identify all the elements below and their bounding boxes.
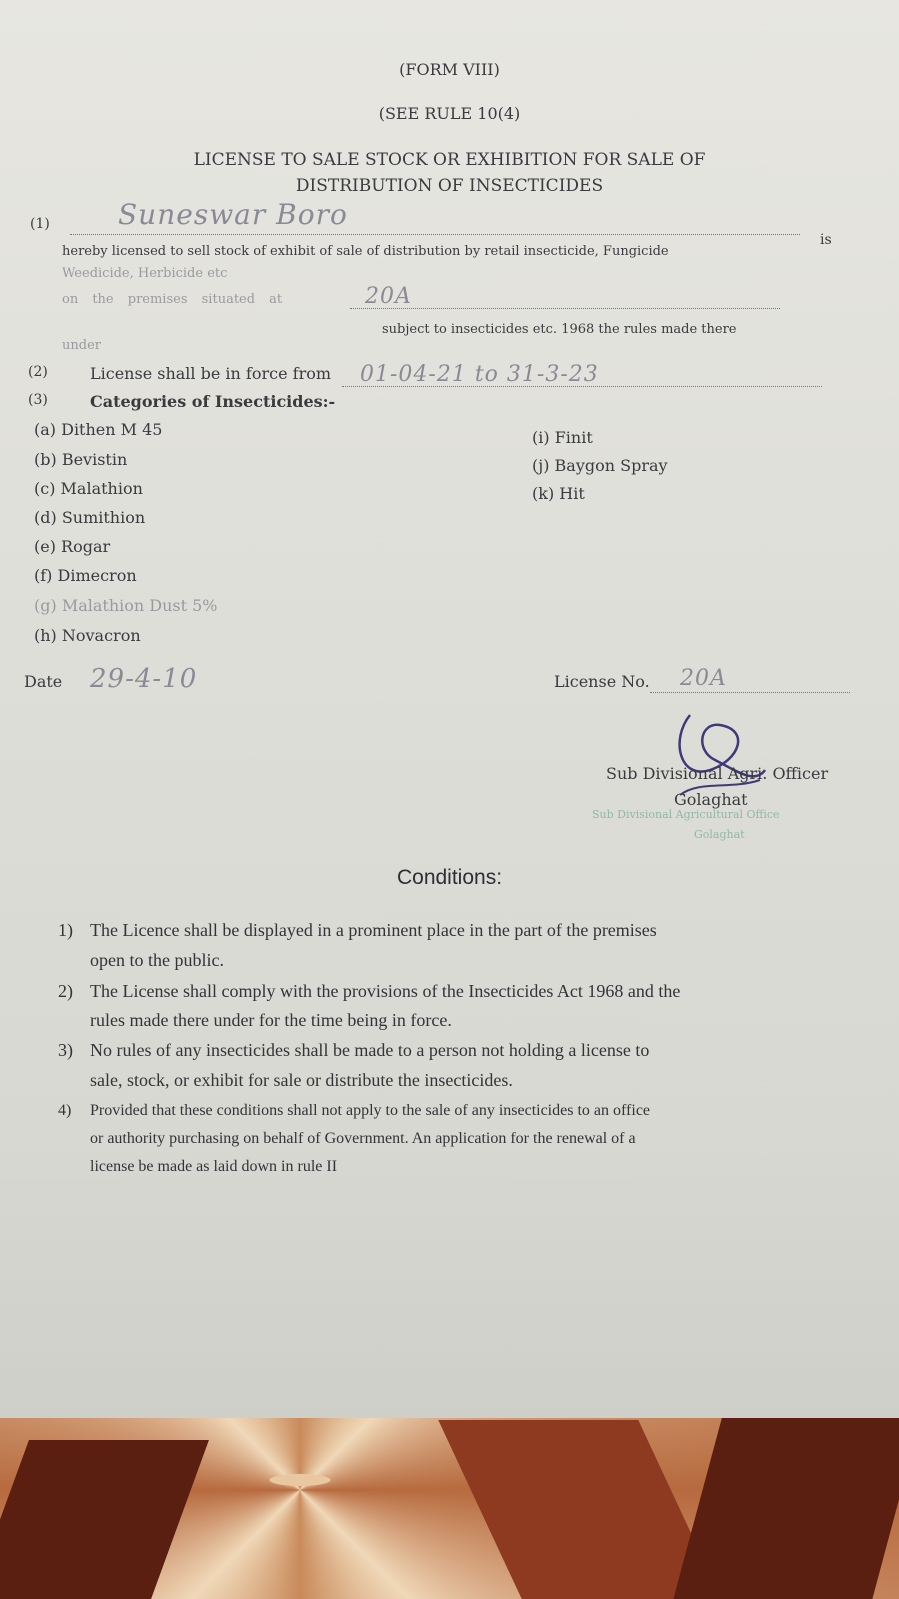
condition-text: rules made there under for the time being in force. [90, 1010, 452, 1030]
category-item: (g) Malathion Dust 5% [34, 596, 218, 615]
category-item: (a) Dithen M 45 [34, 420, 163, 439]
license-text-line: Weedicide, Herbicide etc [62, 266, 228, 281]
condition-number: 2) [58, 981, 73, 1001]
category-item: (j) Baygon Spray [532, 456, 668, 475]
office-stamp-location: Golaghat [694, 828, 745, 841]
section-number: (3) [28, 392, 48, 408]
floor-tile [673, 1400, 899, 1599]
rule-reference: (SEE RULE 10(4) [378, 104, 521, 123]
condition-text: or authority purchasing on behalf of Government. An application for the renewal of a [90, 1130, 636, 1147]
condition-text: No rules of any insecticides shall be made to a person not holding a license to [90, 1040, 650, 1060]
dotted-line [350, 308, 780, 309]
premises-value: 20A [365, 284, 412, 309]
condition-number: 1) [58, 920, 73, 940]
floor-tiles [0, 1400, 899, 1599]
license-text-line: subject to insecticides etc. 1968 the rules made there [382, 322, 737, 337]
license-text-line: under [62, 338, 101, 353]
floor-tile [0, 1440, 209, 1599]
validity-value: 01-04-21 to 31-3-23 [360, 362, 599, 387]
section-number: (2) [28, 364, 48, 380]
officer-location: Golaghat [674, 790, 748, 809]
condition-number: 4) [58, 1102, 72, 1119]
validity-label: License shall be in force from [90, 364, 332, 383]
condition-text: license be made as laid down in rule II [90, 1158, 338, 1175]
licensee-name: Suneswar Boro [118, 198, 348, 231]
category-item: (i) Finit [532, 428, 593, 447]
premises-label: on the premises situated at [62, 292, 283, 307]
condition-text: Provided that these conditions shall not apply to the sale of any insecticides to an office [90, 1102, 651, 1119]
conditions-title: Conditions: [396, 866, 503, 889]
category-item: (k) Hit [532, 484, 585, 503]
condition-text: The Licence shall be displayed in a prominent place in the part of the premises [90, 920, 657, 940]
category-item: (c) Malathion [34, 479, 143, 498]
category-item: (b) Bevistin [34, 450, 128, 469]
condition-text: The License shall comply with the provisions of the Insecticides Act 1968 and the [90, 981, 681, 1001]
license-number-label: License No. [554, 672, 650, 691]
category-item: (d) Sumithion [34, 508, 146, 527]
date-label: Date [24, 672, 63, 691]
license-number-value: 20A [680, 666, 727, 691]
category-item: (f) Dimecron [34, 566, 137, 585]
floor-tile [438, 1420, 721, 1599]
dotted-line [70, 234, 800, 235]
condition-number: 3) [58, 1040, 73, 1060]
condition-text: open to the public. [90, 950, 224, 970]
dotted-line [650, 692, 850, 693]
form-number: (FORM VIII) [399, 60, 500, 79]
category-item: (h) Novacron [34, 626, 141, 645]
category-item: (e) Rogar [34, 537, 111, 556]
office-stamp: Sub Divisional Agricultural Office [592, 808, 780, 821]
license-text-line: hereby licensed to sell stock of exhibit of sale of distribution by retail insecticide, Fungicide [62, 244, 669, 259]
title-line-1: LICENSE TO SALE STOCK OR EXHIBITION FOR SALE OF [193, 150, 706, 170]
condition-text: sale, stock, or exhibit for sale or distribute the insecticides. [90, 1070, 513, 1090]
date-value: 29-4-10 [90, 664, 198, 694]
is-text: is [820, 232, 832, 248]
title-line-2: DISTRIBUTION OF INSECTICIDES [295, 176, 604, 196]
section-number: (1) [30, 216, 50, 232]
categories-label: Categories of Insecticides:- [90, 392, 336, 411]
officer-title: Sub Divisional Agri. Officer [606, 764, 829, 783]
